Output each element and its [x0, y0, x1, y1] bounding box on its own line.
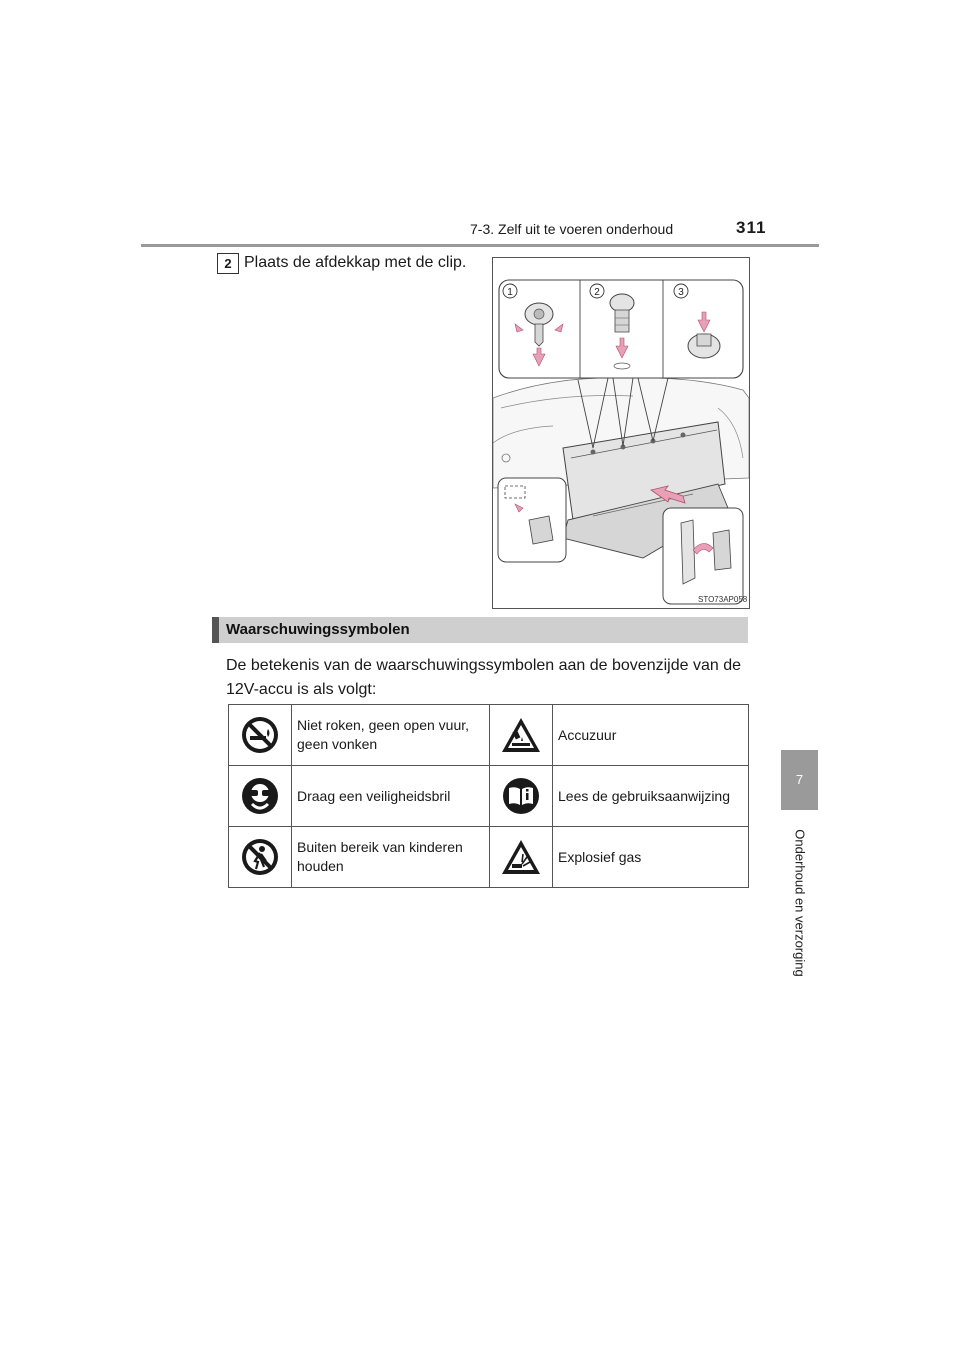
- step-instruction: Plaats de afdekkap met de clip.: [244, 254, 467, 271]
- keep-away-children-icon: [229, 827, 292, 888]
- battery-acid-icon: [490, 705, 553, 766]
- table-row: [229, 827, 749, 888]
- symbol-label: Draag een veiligheidsbril: [292, 766, 490, 827]
- safety-glasses-icon: [229, 766, 292, 827]
- table-row: [229, 766, 749, 827]
- step-number-badge: 2: [217, 253, 239, 274]
- section-heading: Waarschuwingssymbolen: [226, 621, 410, 638]
- warning-symbols-table: [228, 704, 749, 888]
- chapter-tab: 7: [781, 750, 818, 810]
- symbol-label: Explosief gas: [553, 827, 749, 888]
- illustration-drawing: [493, 258, 749, 608]
- explosive-gas-icon: [490, 827, 553, 888]
- callout-2: 2: [594, 287, 600, 298]
- section-heading-marker: [212, 617, 219, 643]
- symbol-label: Niet roken, geen open vuur, geen vonken: [292, 705, 490, 766]
- section-heading-bar: [212, 617, 748, 643]
- chapter-side-label-text: Onderhoud en verzorging: [792, 829, 808, 977]
- header-rule: [141, 244, 819, 247]
- callout-3: 3: [678, 287, 684, 298]
- running-header-section: 7-3. Zelf uit te voeren onderhoud: [470, 221, 674, 237]
- figure-code: STO73AP058: [698, 595, 748, 604]
- chapter-side-label: [780, 818, 820, 988]
- symbol-label: Accuzuur: [553, 705, 749, 766]
- no-smoking-icon: [229, 705, 292, 766]
- symbol-label: Buiten bereik van kinderen houden: [292, 827, 490, 888]
- page-number: 311: [736, 218, 767, 237]
- illustration-cover-clip: [492, 257, 750, 609]
- callout-1: 1: [507, 287, 513, 298]
- read-manual-icon: [490, 766, 553, 827]
- symbol-label: Lees de gebruiksaanwijzing: [553, 766, 749, 827]
- table-row: [229, 705, 749, 766]
- section-intro-text: De betekenis van de waarschuwingssymbolen aan de bovenzijde van de 12V-accu is als volgt:: [226, 657, 741, 698]
